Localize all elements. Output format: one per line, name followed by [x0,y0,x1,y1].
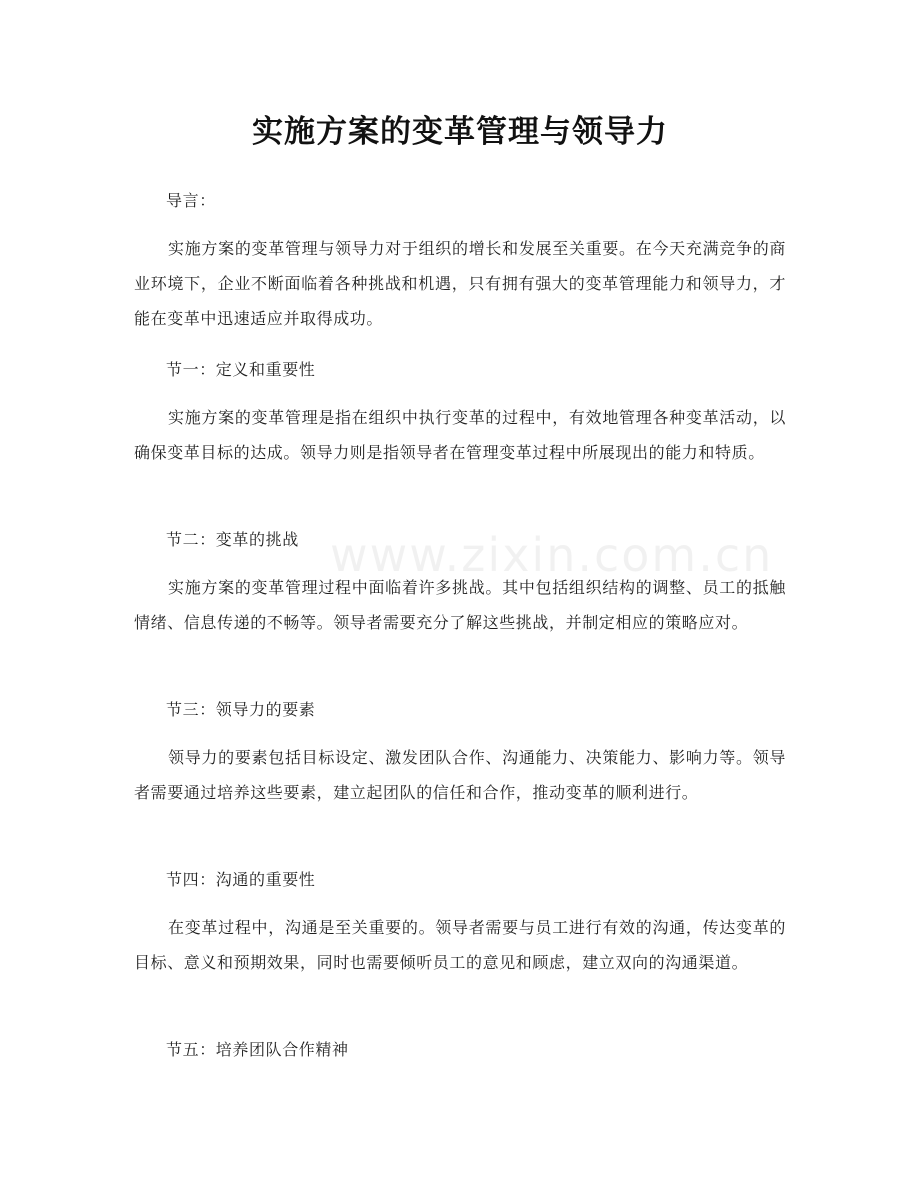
intro-heading: 导言： [166,191,216,210]
section-3-heading: 节三：领导力的要素 [166,700,316,719]
section-1-text: 实施方案的变革管理是指在组织中执行变革的过程中，有效地管理各种变革活动，以确保变革目标的达成。领导力则是指领导者在管理变革过程中所展现出的能力和特质。 [134,408,786,462]
section-5-heading: 节五：培养团队合作精神 [166,1040,349,1059]
intro-paragraph [134,231,786,336]
document-title: 实施方案的变革管理与领导力 [252,114,668,150]
section-4-paragraph [134,910,786,980]
section-2-text: 实施方案的变革管理过程中面临着许多挑战。其中包括组织结构的调整、员工的抵触情绪、信息传递的不畅等。领导者需要充分了解这些挑战，并制定相应的策略应对。 [134,578,786,632]
section-2-heading: 节二：变革的挑战 [166,530,299,549]
section-3-paragraph [134,740,786,810]
intro-text: 实施方案的变革管理与领导力对于组织的增长和发展至关重要。在今天充满竞争的商业环境下，企业不断面临着各种挑战和机遇，只有拥有强大的变革管理能力和领导力，才能在变革中迅速适应并取得成功。 [134,239,786,328]
watermark: www.zixin.com.cn [330,528,774,582]
section-1-heading: 节一：定义和重要性 [166,360,316,379]
section-1-paragraph [134,400,786,470]
section-2-paragraph [134,570,786,640]
section-4-text: 在变革过程中，沟通是至关重要的。领导者需要与员工进行有效的沟通，传达变革的目标、意义和预期效果，同时也需要倾听员工的意见和顾虑，建立双向的沟通渠道。 [134,918,786,972]
section-3-text: 领导力的要素包括目标设定、激发团队合作、沟通能力、决策能力、影响力等。领导者需要通过培养这些要素，建立起团队的信任和合作，推动变革的顺利进行。 [134,748,786,802]
section-4-heading: 节四：沟通的重要性 [166,870,316,889]
